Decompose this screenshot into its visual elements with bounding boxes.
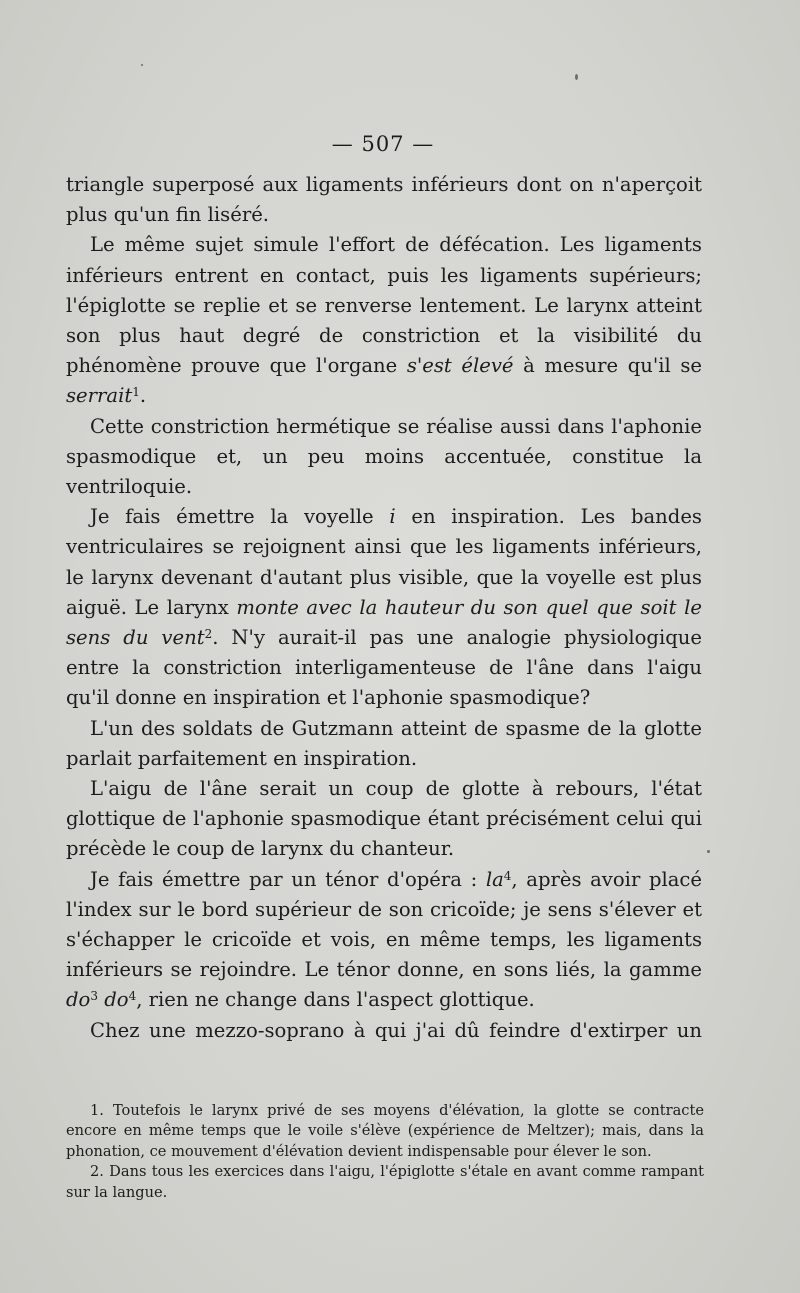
paragraph (66, 714, 702, 774)
footnote-ref: 3 (90, 989, 98, 1004)
paragraph (66, 774, 702, 865)
footnotes (66, 1101, 704, 1203)
italic-text: s'est élevé (406, 354, 514, 378)
italic-text: do (104, 988, 129, 1012)
text-segment: Le même sujet simule l'effort de défécation. Les ligaments inférieurs entrent en contact, puis les ligaments supérieurs; l'épiglotte se replie et se renverse lentement. Le larynx atteint son plus haut degré de constriction et la visibilité du phénomène prouve que l'organe (66, 233, 702, 378)
footnote-ref: 2 (204, 627, 213, 642)
body-text (66, 170, 702, 1046)
paragraph (66, 412, 702, 503)
italic-text: i (389, 505, 396, 529)
paragraph (66, 230, 702, 411)
text-segment: . (139, 384, 147, 408)
text-segment: en inspiration. Les bandes ventriculaires se rejoignent ainsi que les ligaments inférieurs, le larynx devenant d'autant plus visible, que la voyelle est plus aiguë. Le larynx (66, 505, 702, 619)
text-segment: Je fais émettre par un ténor d'opéra : (90, 867, 486, 891)
footnote-ref: 1 (132, 385, 140, 400)
text-segment: Je fais émettre la voyelle (90, 505, 390, 529)
text-segment: Cette constriction hermétique se réalise aussi dans l'aphonie spasmodique et, un peu moins accentuée, constitue la ventriloquie. (66, 414, 702, 499)
italic-text: do (66, 988, 91, 1012)
italic-text: serrait (66, 384, 133, 408)
paragraph (66, 865, 702, 1016)
italic-text: la (485, 867, 504, 891)
scan-speck (141, 64, 143, 66)
footnote-2: 2. Dans tous les exercices dans l'aigu, l'épiglotte s'étale en avant comme rampant sur la langue. (66, 1163, 704, 1201)
scan-speck (575, 74, 578, 80)
paragraph (66, 1016, 702, 1046)
paragraph (66, 502, 702, 713)
text-segment: à mesure qu'il se (513, 354, 702, 378)
text-segment: Chez une mezzo-soprano à qui j'ai dû feindre d'extirper un (90, 1018, 702, 1042)
italic-text: monte avec la hauteur du son quel que soit le sens du vent (66, 595, 703, 650)
text-segment: L'aigu de l'âne serait un coup de glotte à rebours, l'état glottique de l'aphonie spasmodique étant précisément celui qui précède le coup de larynx du chanteur. (66, 777, 702, 861)
text-segment: L'un des soldats de Gutzmann atteint de spasme de la glotte parlait parfaitement en inspiration. (66, 716, 702, 770)
text-segment: , rien ne change dans l'aspect glottique. (136, 988, 535, 1012)
scan-speck (707, 850, 710, 853)
footnote-1: 1. Toutefois le larynx privé de ses moyens d'élévation, la glotte se contracte encore en même temps que le voile s'élève (expérience de Meltzer); mais, dans la phonation, ce mouvement d'élévation devient indispensable pour élever le son. (66, 1102, 704, 1160)
text-segment: triangle superposé aux ligaments inférieurs dont on n'aperçoit plus qu'un fin liséré. (66, 173, 702, 227)
page-number: — 507 — (331, 132, 435, 156)
footnote-ref: 4 (503, 868, 512, 883)
paragraph (66, 170, 702, 230)
text-segment: , après avoir placé l'index sur le bord supérieur de son cricoïde; je sens s'élever et s'échapper le cricoïde et vois, en même temps, les ligaments inférieurs se rejoindre. Le ténor donne, en sons liés, la gamme (66, 867, 702, 982)
footnote-ref: 4 (128, 989, 137, 1004)
text-segment: . N'y aurait-il pas une analogie physiologique entre la constriction interligamenteuse de l'âne dans l'aigu qu'il donne en inspiration et l'aphonie spasmodique? (66, 626, 702, 710)
